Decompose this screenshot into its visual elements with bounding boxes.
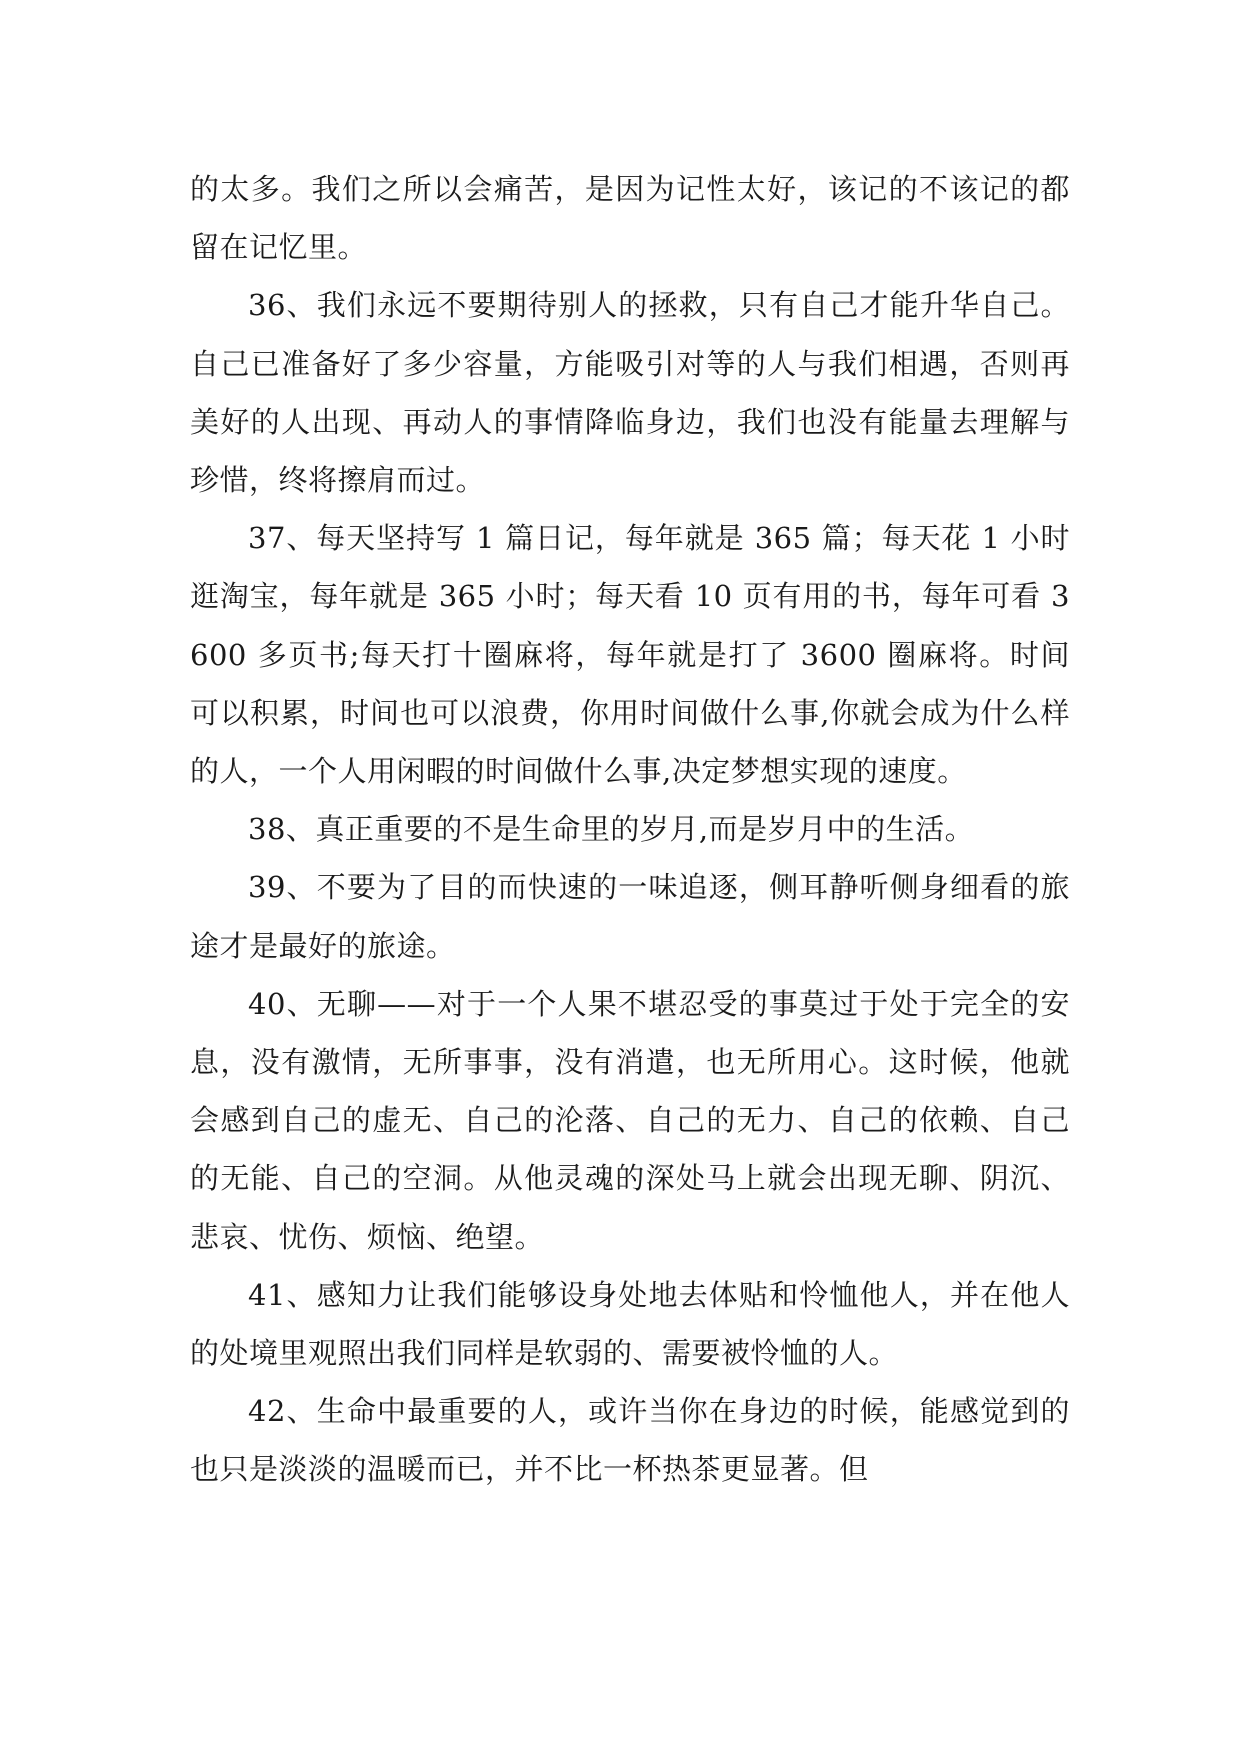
paragraph-41: 41、感知力让我们能够设身处地去体贴和怜恤他人，并在他人的处境里观照出我们同样是软弱的、需要被怜恤的人。 [190,1277,1070,1371]
paragraph-37: 37、每天坚持写 1 篇日记，每年就是 365 篇；每天花 1 小时逛淘宝，每年就是 365 小时；每天看 10 页有用的书，每年可看 3600 多页书;每天打十圈麻将，每年就是打了 3600 圈麻将。时间可以积累，时间也可以浪费，你用时间做什么事,你就会成为什么样的人，一个人用闲暇的时间做什么事,决定梦想实现的速度。 [190,521,1070,789]
paragraph-39: 39、不要为了目的而快速的一味追逐，侧耳静听侧身细看的旅途才是最好的旅途。 [190,870,1070,963]
paragraph-36: 36、我们永远不要期待别人的拯救，只有自己才能升华自己。自己已准备好了多少容量，方能吸引对等的人与我们相遇，否则再美好的人出现、再动人的事情降临身边，我们也没有能量去理解与珍惜，终将擦肩而过。 [190,288,1070,498]
paragraph-42: 42、生命中最重要的人，或许当你在身边的时候，能感觉到的也只是淡淡的温暖而已，并不比一杯热茶更显著。但 [190,1394,1070,1487]
paragraph-continuation: 的太多。我们之所以会痛苦，是因为记性太好，该记的不该记的都留在记忆里。 [190,172,1070,265]
body-text [190,160,1070,1499]
paragraph-40: 40、无聊——对于一个人果不堪忍受的事莫过于处于完全的安息，没有激情，无所事事，没有消遣，也无所用心。这时候，他就会感到自己的虚无、自己的沦落、自己的无力、自己的依赖、自己的无能、自己的空洞。从他灵魂的深处马上就会出现无聊、阴沉、悲哀、忧伤、烦恼、绝望。 [190,986,1070,1254]
paragraph-38: 38、真正重要的不是生命里的岁月,而是岁月中的生活。 [248,812,975,847]
